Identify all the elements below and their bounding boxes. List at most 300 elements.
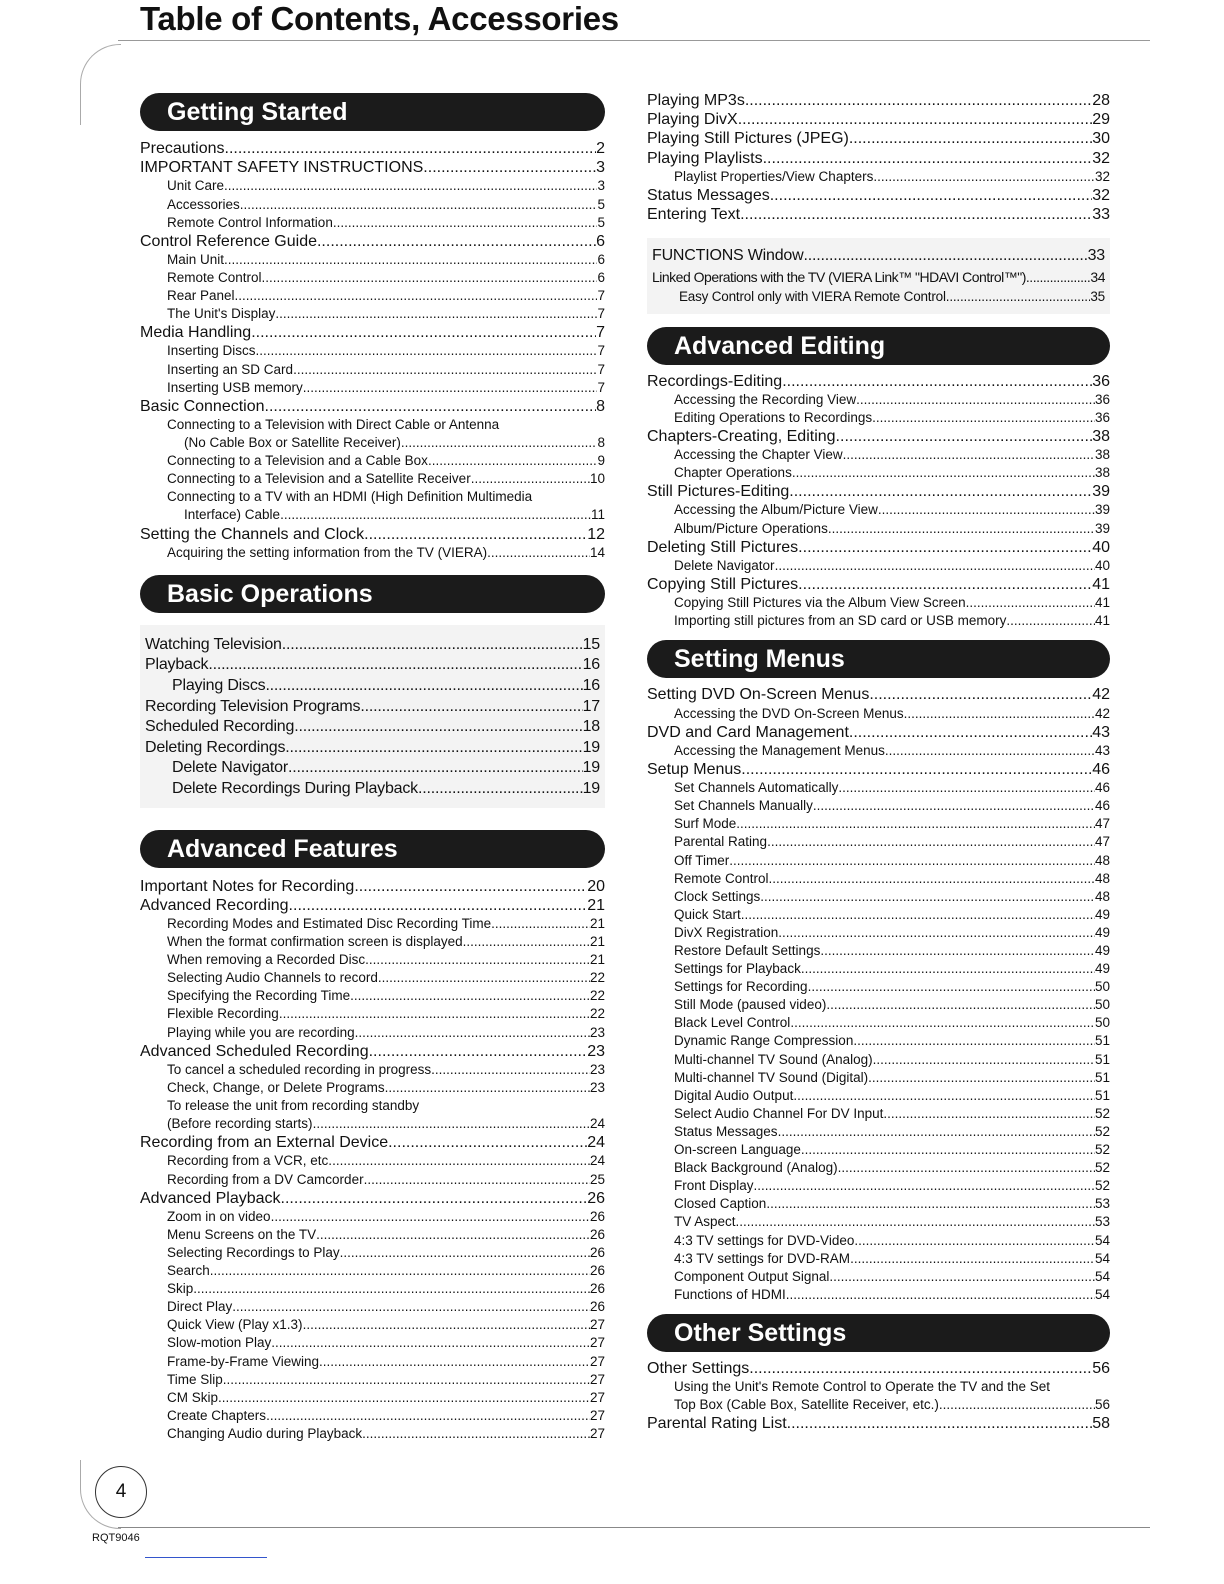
section-header-other-settings: Other Settings: [647, 1314, 1110, 1352]
toc-entry-page: 41: [1094, 595, 1110, 611]
leader-dots: [354, 877, 587, 896]
toc-entry-page: 40: [1094, 557, 1110, 573]
toc-entry-page: 41: [1094, 613, 1110, 629]
leader-dots: [787, 1414, 1093, 1433]
toc-entry-title: Watching Television: [145, 635, 282, 653]
toc-entry-page: 3: [596, 159, 605, 177]
toc-entry: [140, 488, 605, 506]
leader-dots: [333, 214, 598, 232]
section-header-advanced-features: Advanced Features: [140, 830, 605, 868]
toc-entry-page: 26: [589, 1208, 605, 1224]
toc-entry-title: Copying Still Pictures: [647, 575, 799, 593]
toc-entry-title: Chapters-Creating, Editing: [647, 427, 836, 445]
toc-entry-page: 27: [589, 1353, 605, 1369]
toc-entry: [647, 1195, 1110, 1213]
toc-entry-title: Playlist Properties/View Chapters: [674, 168, 874, 184]
toc-entry-title: FUNCTIONS Window: [652, 247, 804, 265]
leader-dots: [803, 246, 1087, 267]
toc-entry: [140, 506, 605, 524]
leader-dots: [878, 501, 1095, 519]
toc-entry-title: Delete Recordings During Playback: [172, 779, 418, 797]
toc-entry: [647, 538, 1110, 557]
toc-entry-page: 24: [589, 1116, 605, 1132]
toc-entry-page: 24: [587, 1134, 605, 1152]
leader-dots: [491, 915, 590, 933]
toc-entry-page: 56: [1094, 1397, 1110, 1413]
toc-entry: [140, 1389, 605, 1407]
toc-entry-title: Frame-by-Frame Viewing: [167, 1353, 320, 1369]
leader-dots: [808, 978, 1095, 996]
toc-entry-page: 5: [597, 196, 605, 212]
toc-entry-title: Create Chapters: [167, 1407, 267, 1423]
leader-dots: [856, 391, 1095, 409]
toc-entry-page: 36: [1094, 391, 1110, 407]
leader-dots: [778, 1123, 1095, 1141]
toc-entry-page: 49: [1094, 906, 1110, 922]
toc-entry-page: 42: [1094, 705, 1110, 721]
leader-dots: [281, 1189, 588, 1208]
toc-entry-page: 25: [589, 1171, 605, 1187]
toc-entry-page: 33: [1092, 206, 1110, 224]
toc-entry-page: 27: [589, 1389, 605, 1405]
toc-entry-title: Using the Unit's Remote Control to Operate the TV and the Set: [674, 1379, 1051, 1395]
toc-entry-title: Changing Audio during Playback: [167, 1425, 363, 1441]
toc-entry-page: 43: [1092, 723, 1110, 741]
toc-entry: [647, 1087, 1110, 1105]
toc-entry-page: 27: [589, 1407, 605, 1423]
leader-dots: [820, 942, 1095, 960]
toc-entry-title: Playing Playlists: [647, 149, 763, 167]
leader-dots: [423, 158, 596, 177]
toc-entry-page: 19: [582, 759, 600, 777]
toc-entry: [647, 391, 1110, 409]
toc-entry: [647, 186, 1110, 205]
toc-entry-page: 26: [587, 1189, 605, 1207]
leader-dots: [232, 1298, 590, 1316]
right-column: [647, 91, 1110, 1433]
toc-entry-page: 58: [1092, 1415, 1110, 1433]
toc-entry-title: Accessing the Chapter View: [674, 447, 843, 463]
toc-entry-page: 26: [589, 1263, 605, 1279]
toc-entry: [647, 612, 1110, 630]
toc-entry-page: 38: [1094, 465, 1110, 481]
toc-entry: [140, 915, 605, 933]
leader-dots: [793, 1087, 1095, 1105]
leader-dots: [362, 1425, 590, 1443]
leader-dots: [790, 1014, 1095, 1032]
toc-entry-page: 54: [1094, 1286, 1110, 1302]
leader-dots: [428, 452, 598, 470]
leader-dots: [350, 987, 590, 1005]
page-title: Table of Contents, Accessories: [140, 0, 619, 37]
title-rule: [118, 40, 1150, 41]
toc-entry: [140, 544, 605, 562]
toc-entry-page: 46: [1094, 798, 1110, 814]
toc-entry: [145, 635, 600, 656]
toc-entry-page: 41: [1092, 575, 1110, 593]
leader-dots: [240, 196, 598, 214]
toc-entry-page: 56: [1092, 1359, 1110, 1377]
toc-entry-page: 16: [582, 677, 600, 694]
toc-entry-title: (No Cable Box or Satellite Receiver): [184, 435, 401, 451]
leader-dots: [313, 1115, 590, 1133]
leader-dots: [369, 1042, 588, 1061]
toc-entry-title: Other Settings: [647, 1359, 750, 1377]
toc-entry: [140, 1353, 605, 1371]
toc-entry-page: 21: [589, 952, 605, 968]
toc-entry-page: 17: [582, 697, 600, 715]
section-header-basic-operations: Basic Operations: [140, 575, 605, 613]
toc-entry-title: Important Notes for Recording: [140, 877, 355, 895]
leader-dots: [836, 427, 1093, 446]
advanced-features-list: [140, 877, 605, 1443]
toc-entry-page: 50: [1094, 997, 1110, 1013]
toc-entry: [647, 482, 1110, 501]
toc-entry-page: 6: [597, 269, 605, 285]
leader-dots: [754, 1177, 1095, 1195]
toc-entry-page: 54: [1094, 1250, 1110, 1266]
toc-entry-page: 18: [582, 718, 600, 736]
leader-dots: [340, 1244, 590, 1262]
toc-entry-title: Acquiring the setting information from the TV (VIERA): [167, 544, 488, 560]
toc-entry: [647, 705, 1110, 723]
toc-entry: [145, 758, 600, 779]
toc-entry: [140, 287, 605, 305]
leader-dots: [740, 205, 1092, 224]
toc-entry-page: 26: [589, 1299, 605, 1315]
leader-dots: [332, 1152, 590, 1170]
leader-dots: [463, 933, 590, 951]
toc-entry-page: 54: [1094, 1232, 1110, 1248]
toc-entry: [647, 797, 1110, 815]
toc-entry-title: Interface) Cable: [184, 507, 281, 523]
toc-entry-page: 48: [1094, 870, 1110, 886]
toc-entry: [145, 738, 600, 759]
toc-entry: [140, 969, 605, 987]
toc-entry-page: 21: [587, 896, 605, 914]
toc-entry-page: 22: [589, 988, 605, 1004]
toc-entry-title: Set Channels Automatically: [674, 780, 839, 796]
toc-entry: [647, 1396, 1110, 1414]
toc-entry: [140, 1097, 605, 1115]
toc-entry-page: 52: [1094, 1160, 1110, 1176]
leader-dots: [364, 1171, 590, 1189]
toc-entry: [140, 1115, 605, 1133]
toc-entry: [140, 379, 605, 397]
toc-entry-page: 19: [582, 738, 600, 756]
toc-entry: [140, 987, 605, 1005]
toc-entry: [140, 251, 605, 269]
toc-entry-title: To release the unit from recording standby: [167, 1098, 420, 1114]
toc-entry-title: Status Messages: [674, 1123, 778, 1139]
toc-entry: [140, 1005, 605, 1023]
toc-entry-page: 47: [1094, 816, 1110, 832]
toc-entry-page: 5: [597, 214, 605, 230]
toc-entry-page: 49: [1094, 924, 1110, 940]
toc-entry: [647, 870, 1110, 888]
toc-entry: [140, 1280, 605, 1298]
toc-entry-title: Specifying the Recording Time: [167, 988, 351, 1004]
toc-entry-page: 9: [597, 453, 605, 469]
toc-entry: [647, 409, 1110, 427]
toc-entry-page: 24: [589, 1153, 605, 1169]
toc-entry: [652, 246, 1105, 267]
toc-entry-title: Remote Control: [674, 870, 769, 886]
toc-entry: [652, 267, 1105, 288]
leader-dots: [828, 520, 1095, 538]
toc-entry: [140, 1061, 605, 1079]
toc-entry-page: 20: [587, 877, 605, 895]
toc-entry-page: 52: [1094, 1105, 1110, 1121]
toc-entry: [647, 723, 1110, 742]
toc-entry-page: 50: [1094, 979, 1110, 995]
leader-dots: [210, 1262, 590, 1280]
toc-entry: [647, 427, 1110, 446]
toc-entry-title: Quick View (Play x1.3): [167, 1317, 303, 1333]
toc-entry: [647, 1250, 1110, 1268]
leader-dots: [280, 506, 591, 524]
toc-entry-title: Control Reference Guide: [140, 232, 317, 250]
leader-dots: [749, 1359, 1092, 1378]
toc-entry: [647, 1032, 1110, 1050]
toc-entry-page: 7: [597, 343, 605, 359]
leader-dots: [939, 1396, 1095, 1414]
leader-dots: [271, 1208, 590, 1226]
toc-entry-title: IMPORTANT SAFETY INSTRUCTIONS: [140, 159, 424, 177]
leader-dots: [266, 1407, 590, 1425]
leader-dots: [1026, 267, 1091, 288]
toc-entry-title: Playing Discs: [172, 677, 266, 694]
leader-dots: [418, 779, 583, 800]
toc-entry-page: 39: [1092, 483, 1110, 501]
toc-entry-title: Closed Caption: [674, 1196, 767, 1212]
toc-entry: [647, 685, 1110, 704]
toc-entry-title: Still Pictures-Editing: [647, 483, 790, 501]
toc-entry-title: Importing still pictures from an SD card or USB memory: [674, 613, 1007, 629]
left-column: [140, 93, 605, 1443]
leader-dots: [798, 575, 1092, 594]
toc-entry: [140, 1334, 605, 1352]
toc-entry: [140, 1152, 605, 1170]
toc-entry: [140, 933, 605, 951]
toc-entry-page: 27: [589, 1425, 605, 1441]
toc-entry-title: Connecting to a Television and a Cable Box: [167, 453, 428, 469]
toc-entry-title: Advanced Playback: [140, 1189, 281, 1207]
toc-entry-page: 23: [589, 1024, 605, 1040]
toc-entry-page: 53: [1094, 1214, 1110, 1230]
leader-dots: [365, 951, 590, 969]
leader-dots: [838, 1159, 1095, 1177]
leader-dots: [1006, 612, 1095, 630]
toc-entry-title: Scheduled Recording: [145, 718, 295, 736]
toc-entry: [140, 1024, 605, 1042]
toc-entry: [140, 470, 605, 488]
toc-entry-title: Multi-channel TV Sound (Analog): [674, 1051, 873, 1067]
leader-dots: [275, 305, 597, 323]
toc-entry-title: Time Slip: [167, 1371, 223, 1387]
toc-entry-page: 51: [1094, 1051, 1110, 1067]
leader-dots: [873, 168, 1095, 186]
leader-dots: [729, 852, 1095, 870]
toc-entry-title: Copying Still Pictures via the Album View Screen: [674, 595, 966, 611]
toc-entry: [647, 91, 1110, 110]
toc-entry-title: The Unit's Display: [167, 306, 276, 322]
toc-entry-title: Dynamic Range Compression: [674, 1033, 854, 1049]
toc-entry-page: 14: [589, 544, 605, 560]
section-header-getting-started: Getting Started: [140, 93, 605, 131]
toc-entry: [647, 168, 1110, 186]
toc-entry-title: Recording Modes and Estimated Disc Recording Time: [167, 915, 492, 931]
toc-entry-page: 6: [596, 232, 605, 250]
toc-entry-page: 32: [1092, 186, 1110, 204]
leader-dots: [849, 129, 1092, 148]
toc-entry-page: 30: [1092, 130, 1110, 148]
toc-entry-title: Entering Text: [647, 206, 741, 224]
toc-entry-title: Restore Default Settings: [674, 943, 821, 958]
toc-entry-title: TV Aspect: [674, 1214, 736, 1230]
toc-entry: [145, 655, 600, 676]
leader-dots: [792, 464, 1095, 482]
toc-entry-title: Clock Settings: [674, 888, 761, 904]
leader-dots: [303, 1316, 590, 1334]
leader-dots: [355, 1024, 590, 1042]
toc-entry-page: 22: [589, 1006, 605, 1022]
toc-entry: [140, 361, 605, 379]
toc-entry: [647, 1105, 1110, 1123]
toc-entry-title: Menu Screens on the TV: [167, 1226, 317, 1242]
toc-entry-page: 49: [1094, 943, 1110, 958]
toc-entry: [140, 177, 605, 195]
leader-dots: [767, 833, 1095, 851]
toc-entry-title: Top Box (Cable Box, Satellite Receiver, etc.): [674, 1397, 939, 1413]
toc-entry: [140, 1407, 605, 1425]
document-code: RQT9046: [92, 1532, 140, 1544]
leader-dots: [224, 251, 597, 269]
toc-entry-title: Accessing the Recording View: [674, 391, 857, 407]
toc-entry-title: Delete Navigator: [674, 557, 775, 573]
leader-dots: [385, 1079, 590, 1097]
toc-entry: [140, 1133, 605, 1152]
leader-dots: [193, 1280, 590, 1298]
leader-dots: [782, 372, 1092, 391]
toc-entry: [647, 446, 1110, 464]
toc-entry: [140, 139, 605, 158]
toc-entry-page: 32: [1092, 149, 1110, 167]
toc-entry-title: DVD and Card Management: [647, 723, 849, 741]
toc-entry-page: 27: [589, 1317, 605, 1333]
toc-entry: [140, 1244, 605, 1262]
toc-entry: [647, 978, 1110, 996]
toc-entry-page: 38: [1094, 447, 1110, 463]
toc-entry-title: Remote Control: [167, 269, 262, 285]
leader-dots: [904, 705, 1095, 723]
leader-dots: [770, 186, 1092, 205]
toc-entry: [140, 1042, 605, 1061]
leader-dots: [769, 870, 1095, 888]
toc-entry-page: 7: [596, 324, 605, 342]
leader-dots: [317, 232, 596, 251]
toc-entry-page: 8: [596, 397, 605, 415]
toc-entry-title: Skip: [167, 1281, 194, 1297]
toc-entry: [140, 1171, 605, 1189]
toc-entry-page: 52: [1094, 1123, 1110, 1139]
toc-entry-page: 40: [1092, 538, 1110, 556]
toc-entry-page: 36: [1092, 372, 1110, 390]
leader-dots: [289, 896, 588, 915]
leader-dots: [431, 1061, 590, 1079]
leader-dots: [293, 361, 597, 379]
leader-dots: [265, 397, 597, 416]
toc-entry: [647, 960, 1110, 978]
toc-entry: [647, 833, 1110, 851]
toc-entry-title: When the format confirmation screen is displayed: [167, 934, 463, 950]
toc-entry-page: 26: [589, 1244, 605, 1260]
toc-entry-title: Parental Rating List: [647, 1415, 787, 1433]
toc-entry: [647, 924, 1110, 942]
toc-entry-title: Connecting to a Television and a Satellite Receiver: [167, 471, 471, 487]
toc-entry-page: 53: [1094, 1196, 1110, 1212]
toc-entry-page: 50: [1094, 1015, 1110, 1031]
toc-entry-title: Delete Navigator: [172, 759, 288, 777]
toc-entry: [647, 1414, 1110, 1433]
toc-entry: [140, 1262, 605, 1280]
toc-entry-title: (Before recording starts): [167, 1116, 313, 1132]
leader-dots: [826, 996, 1095, 1014]
toc-entry-title: Remote Control Information: [167, 214, 333, 230]
leader-dots: [256, 342, 598, 360]
leader-dots: [786, 1286, 1095, 1304]
toc-entry-title: Setting DVD On-Screen Menus: [647, 686, 870, 704]
leader-dots: [741, 906, 1095, 924]
leader-dots: [208, 655, 582, 676]
leader-dots: [798, 538, 1092, 557]
toc-entry-title: Slow-motion Play: [167, 1335, 272, 1351]
corner-decoration-top: [80, 44, 121, 125]
leader-dots: [388, 1133, 587, 1152]
leader-dots: [738, 110, 1093, 129]
setting-menus-list: [647, 685, 1110, 1304]
toc-entry-title: Inserting USB memory: [167, 379, 303, 395]
toc-entry: [647, 594, 1110, 612]
toc-entry: [647, 1232, 1110, 1250]
toc-entry-title: Album/Picture Operations: [674, 520, 828, 536]
section-header-setting-menus: Setting Menus: [647, 640, 1110, 678]
toc-entry: [140, 1226, 605, 1244]
leader-dots: [471, 470, 590, 488]
toc-entry: [140, 1316, 605, 1334]
toc-entry-page: 23: [589, 1079, 605, 1095]
leader-dots: [801, 1141, 1095, 1159]
toc-entry: [647, 1159, 1110, 1177]
leader-dots: [813, 797, 1095, 815]
toc-entry: [140, 877, 605, 896]
toc-entry-page: 7: [597, 379, 605, 395]
leader-dots: [262, 269, 598, 287]
toc-entry: [647, 520, 1110, 538]
toc-entry-page: 15: [582, 635, 600, 653]
leader-dots: [885, 742, 1095, 760]
toc-entry-page: 39: [1094, 520, 1110, 536]
toc-entry: [140, 1079, 605, 1097]
toc-entry: [647, 1123, 1110, 1141]
toc-entry: [647, 1286, 1110, 1304]
toc-entry-page: 6: [597, 251, 605, 267]
toc-entry: [140, 269, 605, 287]
leader-dots: [868, 1069, 1095, 1087]
toc-entry: [647, 1051, 1110, 1069]
leader-dots: [271, 1334, 590, 1352]
toc-entry-page: 52: [1094, 1178, 1110, 1194]
